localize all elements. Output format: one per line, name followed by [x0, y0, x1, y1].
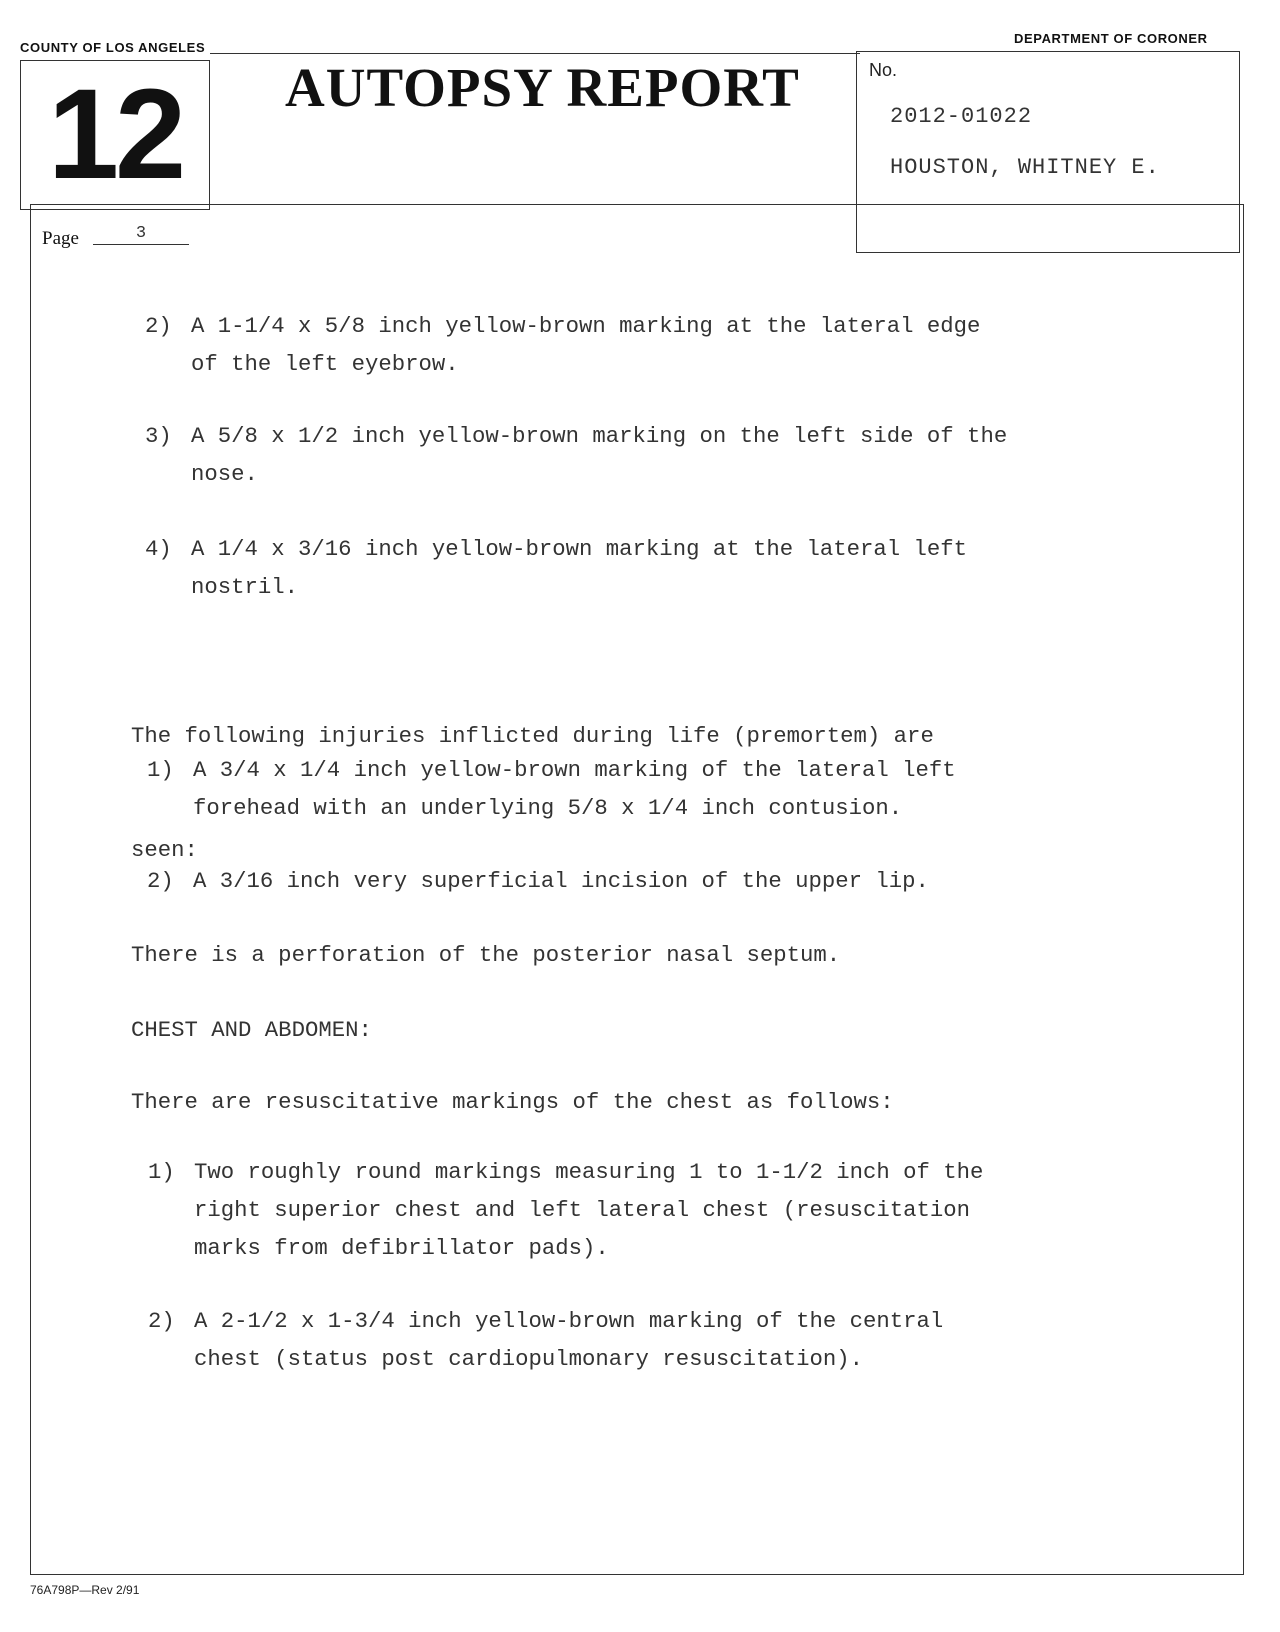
chest-intro: There are resuscitative markings of the chest as follows: — [131, 1089, 894, 1115]
item-line: A 2-1/2 x 1-3/4 inch yellow-brown marking of the central — [194, 1308, 944, 1334]
item-number: 2) — [148, 1308, 175, 1334]
paragraph-line: seen: — [131, 837, 198, 863]
item-number: 2) — [145, 313, 172, 339]
form-code: 76A798P—Rev 2/91 — [30, 1583, 140, 1597]
list-item — [148, 1302, 944, 1492]
item-number: 4) — [145, 536, 172, 562]
report-title: AUTOPSY REPORT — [285, 57, 800, 118]
item-number: 1) — [148, 1159, 175, 1185]
item-line: marks from defibrillator pads). — [194, 1235, 609, 1261]
item-line: chest (status post cardiopulmonary resuscitation). — [194, 1346, 864, 1372]
item-line: of the left eyebrow. — [191, 351, 459, 377]
item-number: 3) — [145, 423, 172, 449]
item-line: nose. — [191, 461, 258, 487]
top-divider — [210, 53, 860, 54]
page-label: Page — [42, 228, 79, 249]
item-line: right superior chest and left lateral chest (resuscitation — [194, 1197, 971, 1223]
section-number-box — [20, 60, 210, 210]
item-line: A 3/4 x 1/4 inch yellow-brown marking of the lateral left — [193, 757, 956, 783]
page-number: 3 — [93, 224, 189, 245]
item-line: nostril. — [191, 574, 299, 600]
section-number: 12 — [47, 63, 183, 206]
paragraph-line: The following injuries inflicted during life (premortem) are — [131, 723, 934, 749]
item-number: 2) — [147, 868, 174, 894]
decedent-name: HOUSTON, WHITNEY E. — [890, 155, 1160, 180]
item-line: A 5/8 x 1/2 inch yellow-brown marking on the left side of the — [191, 423, 1008, 449]
section-heading-chest: CHEST AND ABDOMEN: — [131, 1017, 372, 1043]
item-line: A 3/16 inch very superficial incision of the upper lip. — [193, 868, 929, 894]
county-label: COUNTY OF LOS ANGELES — [20, 40, 206, 55]
item-line: forehead with an underlying 5/8 x 1/4 inch contusion. — [193, 795, 903, 821]
item-line: A 1/4 x 3/16 inch yellow-brown marking at the lateral left — [191, 536, 968, 562]
item-number: 1) — [147, 757, 174, 783]
item-line: A 1-1/4 x 5/8 inch yellow-brown marking at the lateral edge — [191, 313, 981, 339]
case-number-label: No. — [869, 60, 898, 80]
case-number: 2012-01022 — [890, 104, 1033, 129]
septum-note: There is a perforation of the posterior nasal septum. — [131, 942, 841, 968]
item-line: Two roughly round markings measuring 1 to 1-1/2 inch of the — [194, 1159, 984, 1185]
department-label: DEPARTMENT OF CORONER — [1014, 31, 1208, 46]
